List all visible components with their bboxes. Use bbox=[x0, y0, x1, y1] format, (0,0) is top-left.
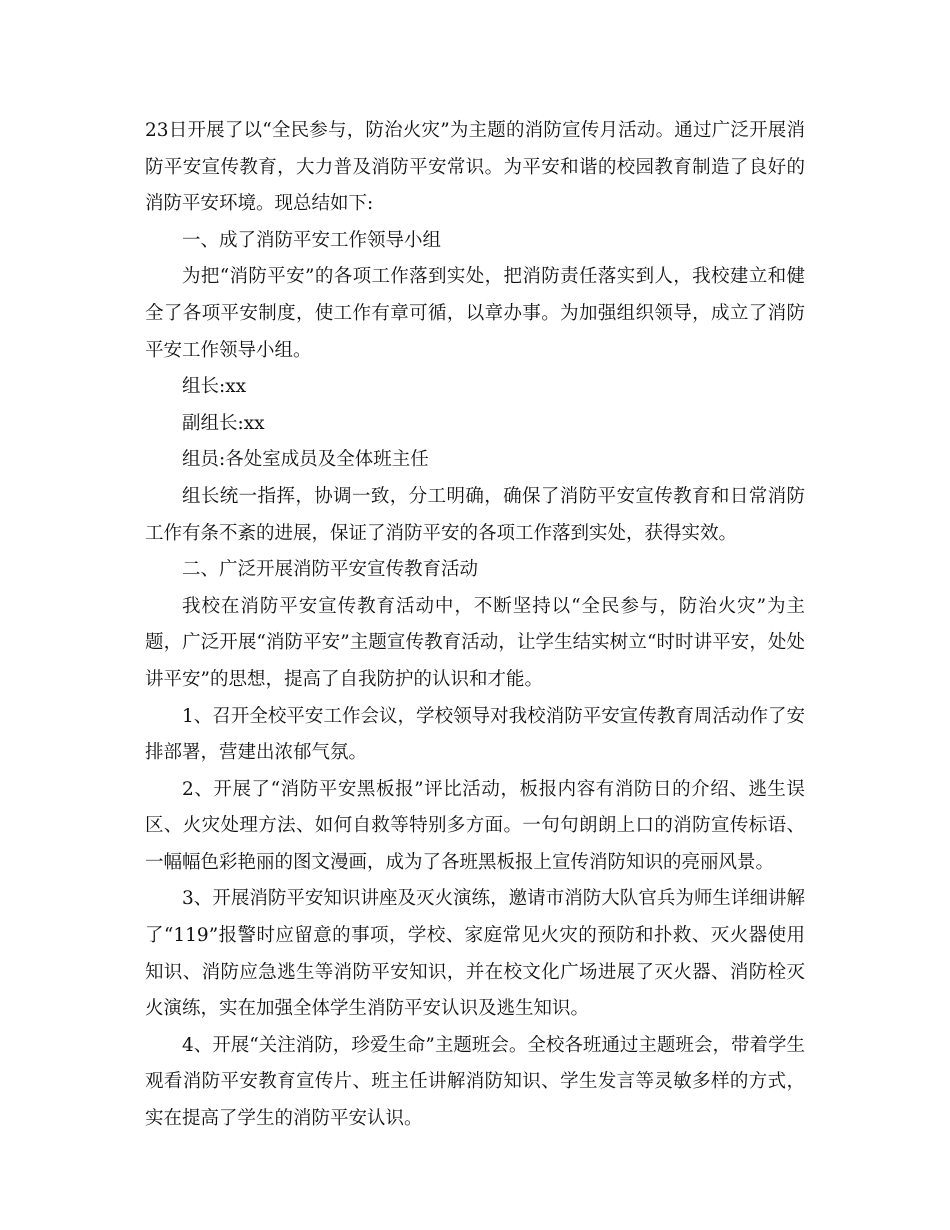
paragraph-intro: 23日开展了以“全民参与，防治火灾”为主题的消防宣传月活动。通过广泛开展消防平安宣传教育，大力普及消防平安常识。为平安和谐的校园教育制造了良好的消防平安环境。现总结如下: bbox=[145, 120, 805, 215]
paragraph-members: 组员:各处室成员及全体班主任 bbox=[182, 449, 429, 471]
paragraph-deputy-leader: 副组长:xx bbox=[182, 412, 265, 434]
paragraph-coordination: 组长统一指挥，协调一致，分工明确，确保了消防平安宣传教育和日常消防工作有条不紊的进展，保证了消防平安的各项工作落到实处，获得实效。 bbox=[145, 485, 805, 544]
section-heading-1: 一、成了消防平安工作领导小组 bbox=[182, 229, 442, 251]
paragraph-item-2: 2、开展了“消防平安黑板报”评比活动，板报内容有消防日的介绍、逃生误区、火灾处理方法、如何自救等特别多方面。一句句朗朗上口的消防宣传标语、一幅幅色彩艳丽的图文漫画，成为了各班黑板报上宣传消防知识的亮丽风景。 bbox=[145, 778, 805, 873]
paragraph-campaign: 我校在消防平安宣传教育活动中，不断坚持以“全民参与，防治火灾”为主题，广泛开展“消防平安”主题宣传教育活动，让学生结实树立“时时讲平安，处处讲平安”的思想，提高了自我防护的认识和才能。 bbox=[145, 595, 805, 690]
paragraph-leadership: 为把“消防平安”的各项工作落到实处，把消防责任落实到人，我校建立和健全了各项平安制度，使工作有章可循，以章办事。为加强组织领导，成立了消防平安工作领导小组。 bbox=[145, 266, 805, 361]
paragraph-item-1: 1、召开全校平安工作会议，学校领导对我校消防平安宣传教育周活动作了安排部署，营建出浓郁气氛。 bbox=[145, 705, 805, 764]
document-body bbox=[145, 113, 805, 1138]
section-heading-2: 二、广泛开展消防平安宣传教育活动 bbox=[182, 559, 479, 581]
paragraph-item-3: 3、开展消防平安知识讲座及灭火演练，邀请市消防大队官兵为师生详细讲解了“119”报警时应留意的事项，学校、家庭常见火灾的预防和扑救、灭火器使用知识、消防应急逃生等消防平安知识，并在校文化广场进展了灭火器、消防栓灭火演练，实在加强全体学生消防平安认识及逃生知识。 bbox=[145, 888, 805, 1020]
paragraph-leader: 组长:xx bbox=[182, 376, 247, 398]
paragraph-item-4: 4、开展“关注消防，珍爱生命”主题班会。全校各班通过主题班会，带着学生观看消防平安教育宣传片、班主任讲解消防知识、学生发言等灵敏多样的方式，实在提高了学生的消防平安认识。 bbox=[145, 1034, 805, 1130]
